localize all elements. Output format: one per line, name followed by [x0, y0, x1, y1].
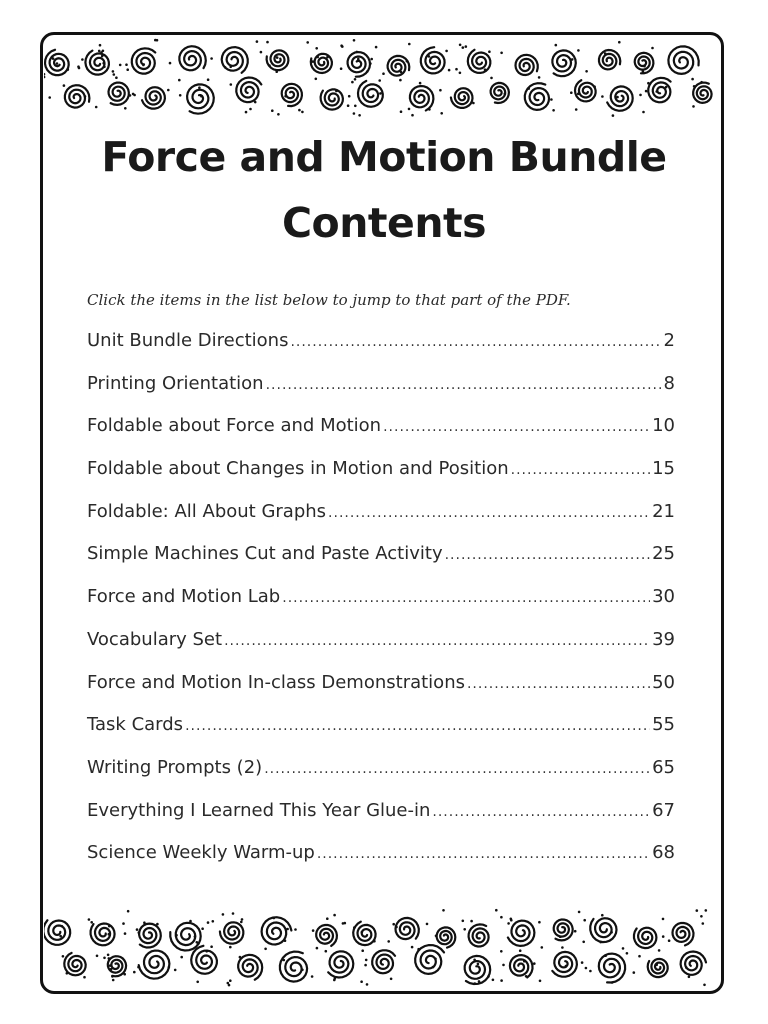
toc-leader-dots [317, 846, 650, 862]
title-line-1: Force and Motion Bundle [101, 133, 667, 181]
toc-page-number: 67 [652, 799, 675, 821]
toc-item-writing-prompts[interactable] [87, 757, 675, 800]
toc-item-weekly-warm-up[interactable] [87, 842, 675, 885]
toc-leader-dots [328, 505, 650, 521]
toc-page-number: 39 [652, 628, 675, 650]
toc-page-number: 55 [652, 714, 675, 736]
instructions-text: Click the items in the list below to jump to that part of the PDF. [87, 291, 571, 309]
toc-item-vocabulary-set[interactable] [87, 629, 675, 672]
toc-item-task-cards[interactable] [87, 714, 675, 757]
toc-page-number: 15 [652, 458, 675, 480]
page-title [60, 124, 708, 256]
toc-label: Writing Prompts (2) [87, 756, 263, 778]
toc-label: Task Cards [87, 714, 184, 736]
toc-leader-dots [432, 804, 650, 820]
toc-page-number: 30 [652, 586, 675, 608]
toc-item-glue-in[interactable] [87, 800, 675, 843]
toc-page-number: 68 [652, 842, 675, 864]
toc-leader-dots [224, 633, 650, 649]
table-of-contents [87, 330, 675, 885]
toc-leader-dots [264, 761, 650, 777]
toc-leader-dots [290, 334, 661, 350]
toc-item-demonstrations[interactable] [87, 672, 675, 715]
toc-label: Science Weekly Warm-up [87, 842, 315, 864]
toc-page-number: 10 [652, 415, 675, 437]
toc-page-number: 2 [663, 330, 675, 351]
toc-item-unit-bundle-directions[interactable] [87, 330, 675, 373]
toc-leader-dots [266, 377, 662, 393]
toc-label: Force and Motion In-class Demonstrations [87, 671, 465, 693]
toc-leader-dots [282, 590, 650, 606]
toc-item-foldable-force-motion[interactable] [87, 415, 675, 458]
toc-leader-dots [467, 676, 650, 692]
toc-label: Vocabulary Set [87, 628, 223, 650]
toc-page-number: 65 [652, 756, 675, 778]
toc-leader-dots [445, 547, 650, 563]
toc-page-number: 25 [652, 543, 675, 565]
toc-leader-dots [383, 419, 650, 435]
toc-leader-dots [511, 462, 650, 478]
toc-page-number: 8 [663, 372, 675, 394]
toc-label: Foldable: All About Graphs [87, 500, 327, 522]
toc-label: Everything I Learned This Year Glue-in [87, 799, 431, 821]
toc-item-foldable-changes[interactable] [87, 458, 675, 501]
toc-leader-dots [185, 718, 650, 734]
toc-label: Simple Machines Cut and Paste Activity [87, 543, 443, 565]
toc-label: Foldable about Force and Motion [87, 415, 382, 437]
toc-item-foldable-graphs[interactable] [87, 501, 675, 544]
toc-label: Unit Bundle Directions [87, 330, 289, 351]
toc-page-number: 50 [652, 671, 675, 693]
toc-item-simple-machines[interactable] [87, 543, 675, 586]
toc-label: Foldable about Changes in Motion and Position [87, 458, 509, 480]
toc-label: Force and Motion Lab [87, 586, 281, 608]
toc-item-printing-orientation[interactable] [87, 373, 675, 416]
toc-label: Printing Orientation [87, 372, 264, 394]
toc-page-number: 21 [652, 500, 675, 522]
toc-item-force-motion-lab[interactable] [87, 586, 675, 629]
title-line-2: Contents [281, 199, 487, 247]
